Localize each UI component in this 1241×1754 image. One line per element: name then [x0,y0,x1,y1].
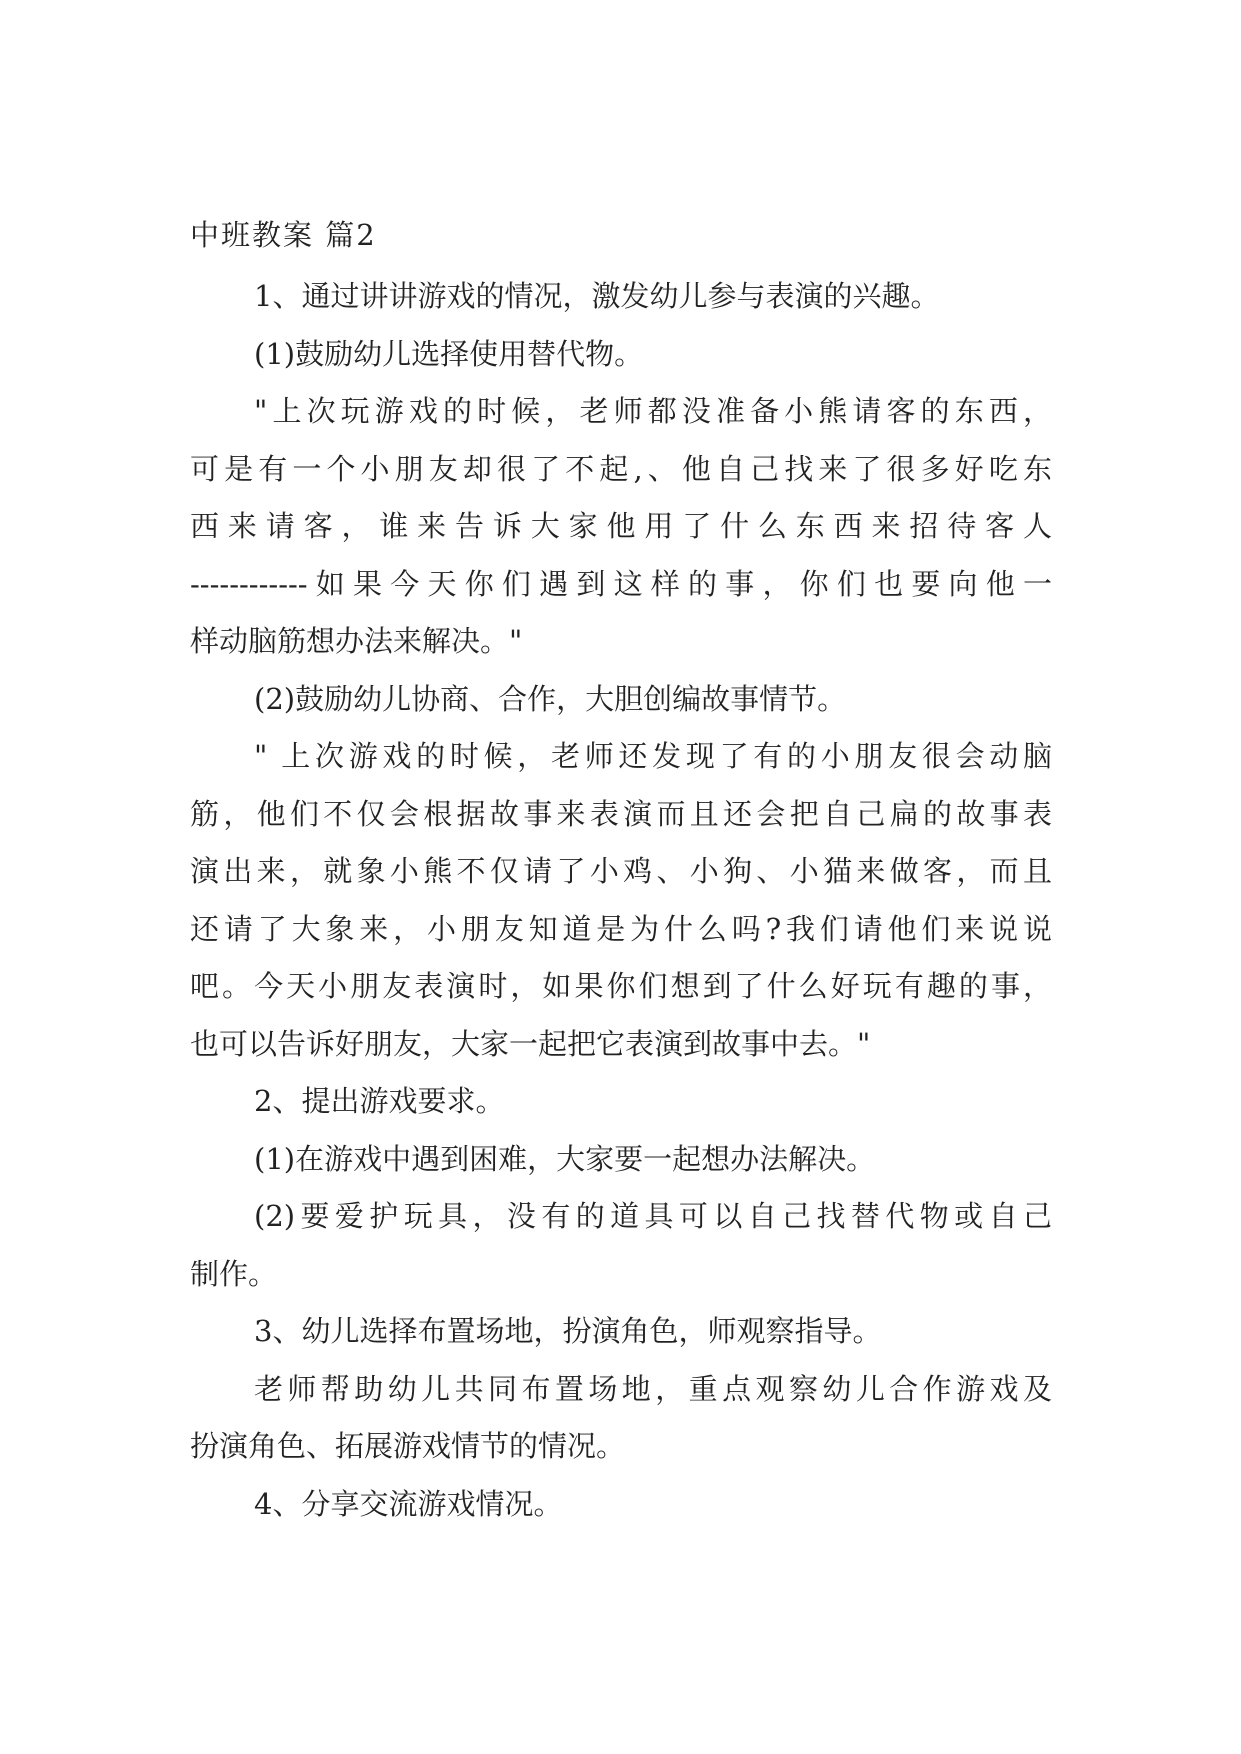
paragraph-line: "上次玩游戏的时候，老师都没准备小熊请客的东西， [254,394,1052,428]
paragraph-line: (1)在游戏中遇到困难，大家要一起想办法解决。 [254,1141,876,1176]
paragraph-line: ------------如果今天你们遇到这样的事，你们也要向他一 [190,566,1052,601]
paragraph-step-2-1 [190,1131,1052,1189]
paragraph-step-1-2 [190,671,1052,729]
paragraph-step-4 [190,1476,1052,1534]
paragraph-line: 样动脑筋想办法来解决。" [190,624,523,658]
paragraph-line: 1、通过讲讲游戏的情况，激发幼儿参与表演的兴趣。 [254,279,940,313]
paragraph-line: 4、分享交流游戏情况。 [254,1486,563,1521]
paragraph-step-3-detail [190,1361,1052,1476]
paragraph-line: " 上次游戏的时候，老师还发现了有的小朋友很会动脑 [254,739,1052,773]
document-title: 中班教案 篇2 [190,218,377,252]
paragraph-line: 3、幼儿选择布置场地，扮演角色，师观察指导。 [254,1314,882,1348]
document-page [190,210,1052,1533]
paragraph-line: (2)鼓励幼儿协商、合作，大胆创编故事情节。 [254,681,847,716]
paragraph-line: (1)鼓励幼儿选择使用替代物。 [254,336,644,371]
paragraph-quote-2 [190,728,1052,1073]
paragraph-line: 制作。 [190,1256,278,1291]
paragraph-step-2-2 [190,1188,1052,1303]
paragraph-quote-1 [190,383,1052,671]
paragraph-line: 筋，他们不仅会根据故事来表演而且还会把自己扁的故事表 [190,796,1052,831]
paragraph-line: (2)要爱护玩具，没有的道具可以自己找替代物或自己 [254,1199,1052,1233]
paragraph-line: 还请了大象来，小朋友知道是为什么吗?我们请他们来说说 [190,911,1052,946]
paragraph-line: 扮演角色、拓展游戏情节的情况。 [190,1429,626,1463]
paragraph-step-2 [190,1073,1052,1131]
paragraph-line: 演出来，就象小熊不仅请了小鸡、小狗、小猫来做客，而且 [190,854,1052,888]
paragraph-line: 西来请客，谁来告诉大家他用了什么东西来招待客人 [190,509,1052,543]
paragraph-step-3 [190,1303,1052,1361]
paragraph-line: 可是有一个小朋友却很了不起,、他自己找来了很多好吃东 [190,451,1052,486]
paragraph-step-1 [190,268,1052,326]
paragraph-line: 也可以告诉好朋友，大家一起把它表演到故事中去。" [190,1026,871,1061]
paragraph-line: 老师帮助幼儿共同布置场地，重点观察幼儿合作游戏及 [254,1371,1052,1406]
paragraph-line: 吧。今天小朋友表演时，如果你们想到了什么好玩有趣的事， [190,969,1052,1003]
paragraph-step-1-1 [190,326,1052,384]
paragraph-line: 2、提出游戏要求。 [254,1084,505,1118]
